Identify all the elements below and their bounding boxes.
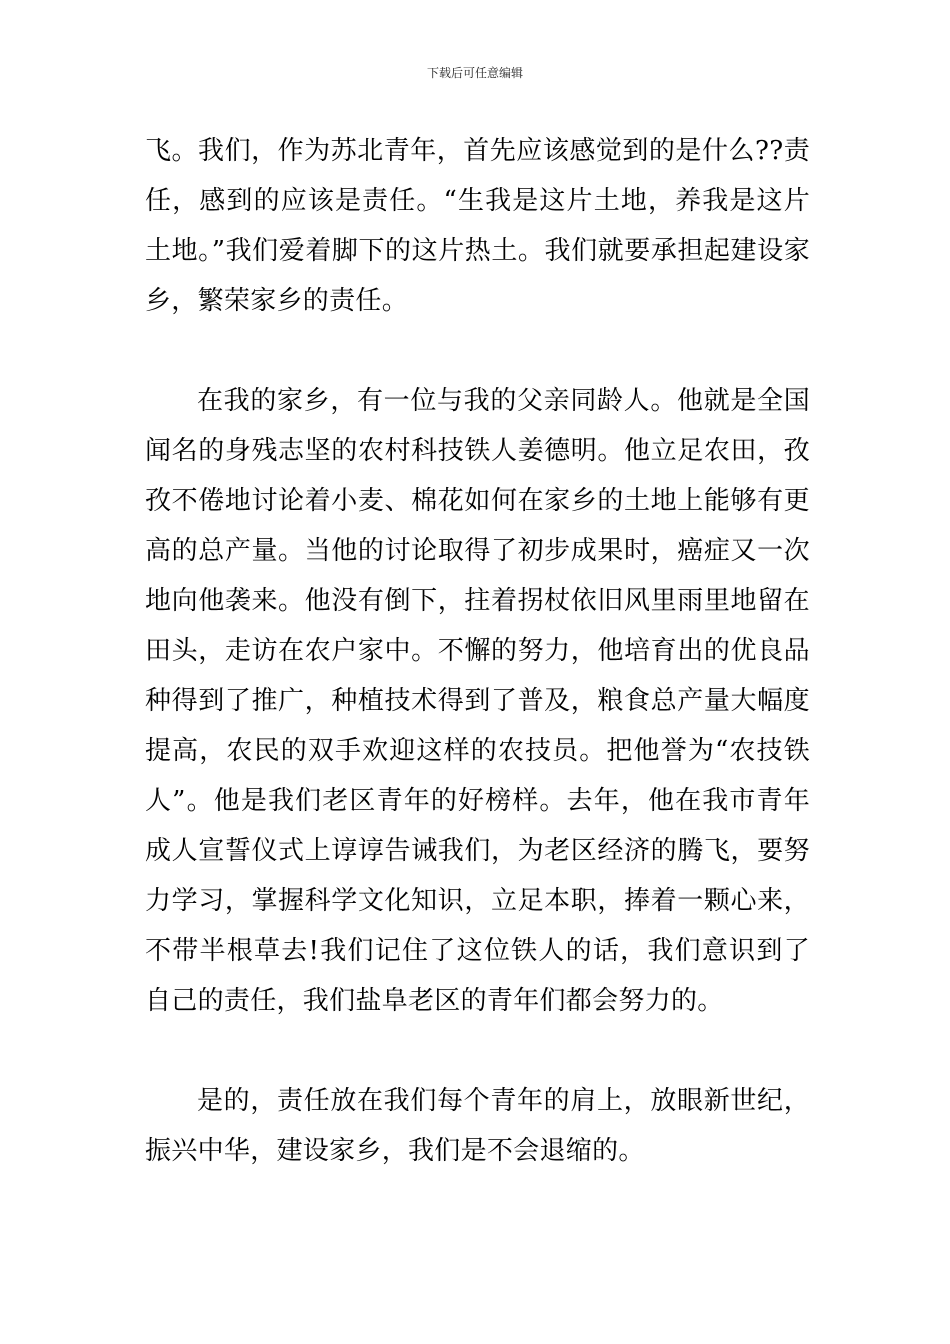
paragraph-1: 飞。我们，作为苏北青年，首先应该感觉到的是什么??责任，感到的应该是责任。“生我是这片土地，养我是这片土地。”我们爱着脚下的这片热土。我们就要承担起建设家乡，繁荣家乡的责任。	[145, 136, 810, 316]
paragraph-2: 在我的家乡，有一位与我的父亲同龄人。他就是全国闻名的身残志坚的农村科技铁人姜德明。他立足农田，孜孜不倦地讨论着小麦、棉花如何在家乡的土地上能够有更高的总产量。当他的讨论取得了初步成果时，癌症又一次地向他袭来。他没有倒下，拄着拐杖依旧风里雨里地留在田头，走访在农户家中。不懈的努力，他培育出的优良品种得到了推广，种植技术得到了普及，粮食总产量大幅度提高，农民的双手欢迎这样的农技员。把他誉为“农技铁人”。他是我们老区青年的好榜样。去年，他在我市青年成人宣誓仪式上谆谆告诫我们，为老区经济的腾飞，要努力学习，掌握科学文化知识，立足本职，捧着一颗心来，不带半根草去!我们记住了这位铁人的话，我们意识到了自己的责任，我们盐阜老区的青年们都会努力的。	[145, 386, 810, 1016]
document-body	[145, 126, 810, 1176]
paragraph-3: 是的，责任放在我们每个青年的肩上，放眼新世纪，振兴中华，建设家乡，我们是不会退缩的。	[145, 1086, 810, 1166]
download-note: 下载后可任意编辑	[426, 66, 523, 80]
